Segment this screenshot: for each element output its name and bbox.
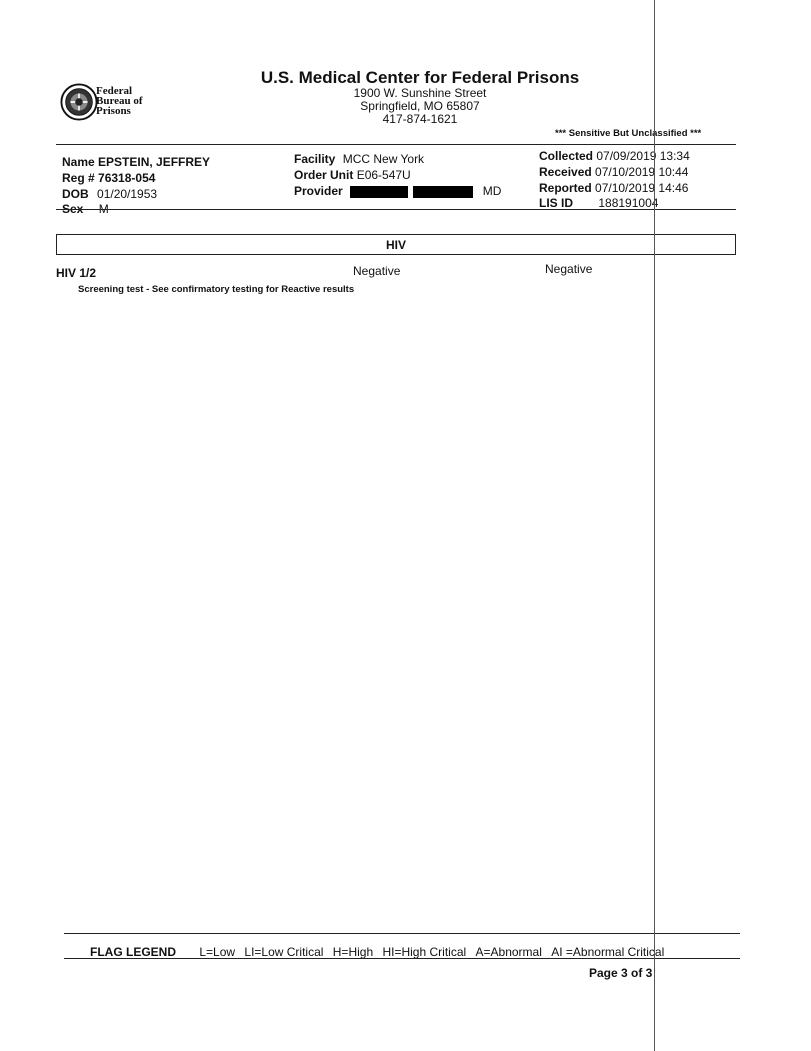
reported-value: 07/10/2019 14:46 xyxy=(595,181,689,195)
patient-divider xyxy=(56,209,736,210)
seal-icon xyxy=(60,83,98,121)
facility-row: Facility MCC New York xyxy=(294,152,425,166)
logo-wordmark: Federal Bureau of Prisons xyxy=(96,85,143,117)
scan-fold-line xyxy=(654,0,655,1051)
reported-row: Reported 07/10/2019 14:46 xyxy=(539,181,689,195)
legend-item: L=Low xyxy=(199,945,236,959)
dob-value: 01/20/1953 xyxy=(97,187,158,201)
legend-top-divider xyxy=(64,933,740,934)
collected-value: 07/09/2019 13:34 xyxy=(596,149,690,163)
header-divider xyxy=(56,144,736,145)
page-title: U.S. Medical Center for Federal Prisons xyxy=(260,68,580,87)
received-row: Received 07/10/2019 10:44 xyxy=(539,165,689,179)
provider-row: Provider MD xyxy=(294,184,502,198)
redaction-bar xyxy=(350,186,408,198)
legend-item: H=High xyxy=(332,945,374,959)
lis-row: LIS ID 188191004 xyxy=(539,196,659,210)
order-unit-row: Order Unit E06-547U xyxy=(294,168,411,182)
provider-suffix: MD xyxy=(482,184,502,198)
collected-row: Collected 07/09/2019 13:34 xyxy=(539,149,690,163)
patient-name-row: Name EPSTEIN, JEFFREY xyxy=(62,155,211,169)
dob-row: DOB 01/20/1953 xyxy=(62,187,158,201)
sex-row: Sex M xyxy=(62,202,109,216)
legend-item: HI=High Critical xyxy=(382,945,467,959)
header-block xyxy=(235,68,605,126)
test-reference: Negative xyxy=(545,262,593,276)
legend-title: FLAG LEGEND xyxy=(90,945,176,959)
received-value: 07/10/2019 10:44 xyxy=(595,165,689,179)
legend-bottom-divider xyxy=(64,958,740,959)
bop-logo xyxy=(60,83,144,125)
test-note: Screening test - See confirmatory testing for Reactive results xyxy=(78,284,355,295)
phone-number: 417-874-1621 xyxy=(382,112,458,126)
section-title: HIV xyxy=(385,238,406,252)
section-header-box xyxy=(56,234,736,255)
test-result: Negative xyxy=(353,264,401,278)
address-city: Springfield, MO 65807 xyxy=(360,99,480,113)
legend-item: AI =Abnormal Critical xyxy=(551,945,665,959)
sex-value: M xyxy=(98,202,109,216)
legend-item: A=Abnormal xyxy=(475,945,542,959)
patient-name: EPSTEIN, JEFFREY xyxy=(98,155,211,169)
address-street: 1900 W. Sunshine Street xyxy=(353,86,487,100)
redaction-bar xyxy=(413,186,473,198)
lis-value: 188191004 xyxy=(598,196,659,210)
legend-item: LI=Low Critical xyxy=(244,945,324,959)
sensitivity-banner: *** Sensitive But Unclassified *** xyxy=(555,128,702,139)
page-number: Page 3 of 3 xyxy=(589,966,653,980)
test-name: HIV 1/2 xyxy=(56,266,97,280)
reg-row: Reg # 76318-054 xyxy=(62,171,156,185)
order-unit-value: E06-547U xyxy=(356,168,411,182)
facility-value: MCC New York xyxy=(342,152,425,166)
reg-number: 76318-054 xyxy=(98,171,156,185)
flag-legend xyxy=(90,945,664,959)
